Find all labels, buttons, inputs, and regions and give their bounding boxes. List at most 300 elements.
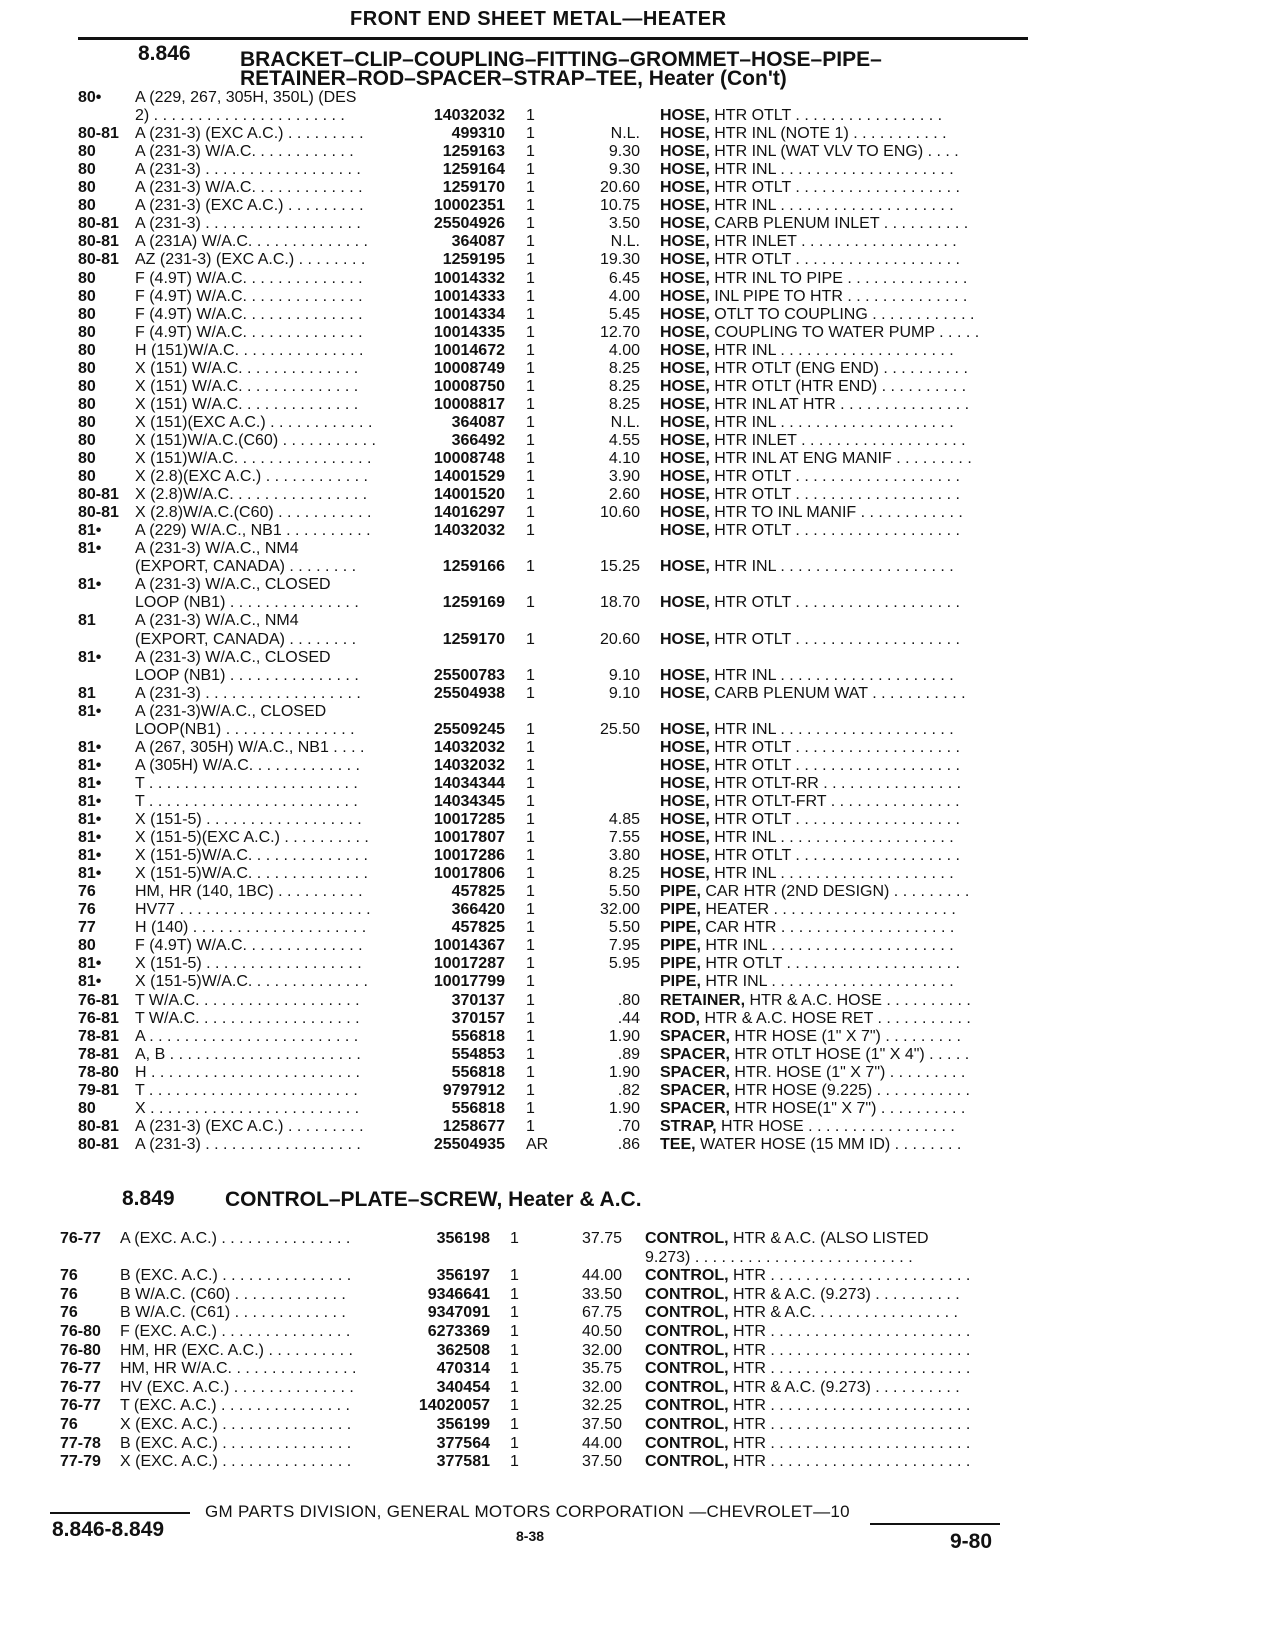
cell-qty: 1 (526, 847, 535, 865)
cell-year: 78-80 (78, 1063, 119, 1081)
cell-name (660, 214, 1020, 233)
cell-desc: X (151)(EXC A.C.) . . . . . . . . . . . . (135, 413, 373, 431)
cell-price: 4.55 (608, 431, 640, 449)
cell-name (660, 269, 1020, 288)
cell-desc: X (151) W/A.C. . . . . . . . . . . . . . (135, 395, 359, 413)
cell-desc: T W/A.C. . . . . . . . . . . . . . . . . . . (135, 1009, 360, 1027)
cell-desc: X (2.8)W/A.C. . . . . . . . . . . . . . . . (135, 486, 368, 504)
cell-year: 76 (78, 883, 96, 901)
part-name: HOSE, (660, 720, 710, 738)
footer-section-range: 8.846-8.849 (52, 1518, 165, 1541)
cell-year: 80 (78, 359, 96, 377)
cell-year: 80-81 (78, 486, 119, 504)
table-row (0, 1027, 1280, 1046)
cell-name (660, 485, 1020, 504)
cell-price: 3.50 (608, 215, 640, 233)
cell-qty: 1 (526, 774, 535, 792)
cell-qty: 1 (526, 684, 535, 702)
table-row (0, 991, 1280, 1010)
cell-part: 356197 (436, 1267, 490, 1285)
cell-desc: A (231-3) W/A.C., NM4 (135, 540, 299, 558)
cell-name (660, 160, 1020, 179)
part-description: HTR & A.C. (ALSO LISTED (728, 1230, 929, 1247)
cell-desc: HM, HR W/A.C. . . . . . . . . . . . . . . (120, 1360, 357, 1378)
part-name: HOSE, (660, 359, 710, 377)
part-name: CONTROL, (645, 1397, 729, 1415)
table-row (0, 774, 1280, 793)
footer-page-number: 8-38 (516, 1528, 545, 1544)
table-row (0, 269, 1280, 288)
cell-part: 9797912 (442, 1081, 505, 1099)
cell-price: 5.50 (608, 919, 640, 937)
part-description: HTR & A.C. (9.273) . . . . . . . . . . (728, 1378, 960, 1396)
cell-year: 81• (78, 648, 102, 666)
cell-qty: 1 (526, 161, 535, 179)
cell-price: 1.90 (608, 1063, 640, 1081)
cell-part: 1259163 (442, 143, 505, 161)
part-description: HTR OTLT . . . . . . . . . . . . . . . . . . . (709, 811, 960, 828)
table-row (0, 160, 1280, 179)
cell-name (660, 666, 1020, 685)
cell-desc: A . . . . . . . . . . . . . . . . . . . . . . . . (135, 1027, 359, 1045)
cell-name (660, 106, 1020, 125)
part-description: HTR INL . . . . . . . . . . . . . . . . . . . . . (700, 937, 954, 955)
cell-price: 8.25 (608, 359, 640, 377)
cell-desc: F (4.9T) W/A.C. . . . . . . . . . . . . . (135, 269, 363, 287)
cell-qty: 1 (526, 233, 535, 251)
cell-part: 10008817 (433, 395, 505, 413)
cell-name (660, 413, 1020, 432)
cell-year: 80 (78, 161, 96, 179)
part-description: HTR OTLT . . . . . . . . . . . . . . . . . . . (709, 179, 960, 197)
cell-desc: A (231-3) . . . . . . . . . . . . . . . . . . (135, 215, 361, 233)
cell-year: 81• (78, 847, 102, 865)
table-row (0, 1266, 1280, 1285)
cell-qty: 1 (526, 937, 535, 955)
cell-year: 80-81 (78, 233, 119, 251)
part-name: PIPE, (660, 955, 701, 973)
cell-price: 32.00 (581, 1341, 622, 1359)
cell-part: 10014367 (433, 937, 505, 955)
cell-year: 80 (78, 341, 96, 359)
cell-desc: T (EXC. A.C.) . . . . . . . . . . . . . . . (120, 1397, 350, 1415)
cell-year: 80-81 (78, 1117, 119, 1135)
cell-desc: H (140) . . . . . . . . . . . . . . . . . . . . (135, 919, 367, 937)
cell-name (645, 1248, 1005, 1267)
cell-price: .89 (617, 1045, 640, 1063)
table-row (0, 1322, 1280, 1341)
cell-qty: 1 (526, 630, 535, 648)
cell-price: 37.50 (581, 1416, 622, 1433)
cell-part: 10008748 (433, 450, 505, 467)
part-description: HTR INL (WAT VLV TO ENG) . . . . (709, 143, 959, 161)
part-description: HTR . . . . . . . . . . . . . . . . . . . . . . . (728, 1323, 971, 1340)
table-row (0, 1045, 1280, 1064)
cell-part: 457825 (451, 883, 505, 901)
cell-desc: A (231-3) . . . . . . . . . . . . . . . . . . (135, 1135, 361, 1153)
cell-name (660, 287, 1020, 306)
part-name: CONTROL, (645, 1453, 729, 1471)
cell-year: 81• (78, 955, 102, 973)
cell-price: .82 (617, 1081, 640, 1099)
cell-desc: T W/A.C. . . . . . . . . . . . . . . . . . . (135, 991, 360, 1009)
cell-desc: A (231-3) W/A.C., CLOSED (135, 576, 331, 594)
part-name: HOSE, (660, 233, 710, 251)
cell-desc: X (2.8)W/A.C.(C60) . . . . . . . . . . . (135, 504, 372, 522)
part-description: HTR INL . . . . . . . . . . . . . . . . . . . . (709, 865, 954, 883)
cell-name (645, 1359, 1005, 1378)
table-row (0, 88, 1280, 107)
part-description: HTR OTLT . . . . . . . . . . . . . . . . . . . (709, 468, 960, 486)
cell-desc: A (231-3) W/A.C., CLOSED (135, 648, 331, 666)
footer-rule (50, 1512, 190, 1514)
cell-price: 10.75 (599, 197, 640, 215)
cell-year: 76 (60, 1416, 78, 1433)
part-name: HOSE, (660, 666, 710, 684)
cell-part: 14020057 (418, 1397, 490, 1415)
table-row (0, 413, 1280, 432)
cell-name (660, 846, 1020, 865)
part-name: HOSE, (660, 197, 710, 215)
cell-part: 377564 (436, 1434, 490, 1452)
cell-year: 81• (78, 756, 102, 774)
section-number: 8.849 (122, 1187, 175, 1210)
part-name: CONTROL, (645, 1230, 729, 1247)
cell-part: 10014332 (433, 269, 505, 287)
cell-year: 76 (60, 1267, 78, 1285)
cell-qty: 1 (526, 792, 535, 810)
cell-qty: 1 (526, 305, 535, 323)
table-row (0, 521, 1280, 540)
part-name: HOSE, (660, 377, 710, 395)
cell-name (660, 1081, 1020, 1100)
cell-part: 1259166 (442, 558, 505, 576)
cell-qty: 1 (526, 883, 535, 901)
part-description: CARB PLENUM INLET . . . . . . . . . . (709, 215, 969, 233)
cell-desc: X (EXC. A.C.) . . . . . . . . . . . . . . . (120, 1416, 352, 1433)
cell-year: 80 (78, 269, 96, 287)
part-description: 9.273) . . . . . . . . . . . . . . . . . . . . . . . . . (645, 1248, 913, 1266)
table-row (0, 1135, 1280, 1154)
cell-name (660, 1027, 1020, 1046)
cell-desc: H (151)W/A.C. . . . . . . . . . . . . . . (135, 341, 364, 359)
table-row (0, 467, 1280, 486)
cell-price: N.L. (610, 233, 640, 251)
cell-year: 76-77 (60, 1378, 101, 1396)
cell-price: 25.50 (599, 720, 640, 738)
section-title (225, 1190, 642, 1209)
cell-part: 1259169 (442, 594, 505, 612)
cell-year: 76-77 (60, 1397, 101, 1415)
cell-part: 556818 (451, 1063, 505, 1081)
cell-qty: 1 (526, 738, 535, 756)
part-description: HTR OTLT . . . . . . . . . . . . . . . . . . . (709, 738, 960, 756)
table-row (0, 1229, 1280, 1248)
cell-desc: X (151-5)W/A.C. . . . . . . . . . . . . . (135, 865, 368, 883)
cell-qty: 1 (526, 1027, 535, 1045)
table-row (0, 1415, 1280, 1434)
cell-part: 10017287 (433, 955, 505, 973)
cell-desc: HM, HR (EXC. A.C.) . . . . . . . . . . (120, 1341, 353, 1359)
cell-name (645, 1229, 1005, 1248)
part-name: CONTROL, (645, 1360, 729, 1378)
cell-part: 14001520 (433, 486, 505, 504)
cell-name (660, 991, 1020, 1010)
table-row (0, 1081, 1280, 1100)
cell-qty: 1 (526, 215, 535, 233)
part-description: HTR INL . . . . . . . . . . . . . . . . . . . . (709, 720, 954, 738)
part-name: HOSE, (660, 594, 710, 612)
cell-desc: A (231-3) . . . . . . . . . . . . . . . . . . (135, 684, 361, 702)
cell-year: 81• (78, 576, 102, 594)
part-name: PIPE, (660, 919, 701, 937)
part-description: HTR INL . . . . . . . . . . . . . . . . . . . . (709, 161, 954, 179)
cell-name (660, 142, 1020, 161)
table-row (0, 1341, 1280, 1360)
part-description: HTR OTLT . . . . . . . . . . . . . . . . . . . (709, 847, 960, 865)
cell-name (660, 774, 1020, 793)
part-name: HOSE, (660, 829, 710, 847)
footer-date: 9-80 (950, 1530, 993, 1553)
cell-desc: F (4.9T) W/A.C. . . . . . . . . . . . . . (135, 323, 363, 341)
cell-year: 76-80 (60, 1323, 101, 1340)
cell-desc: X (151-5) . . . . . . . . . . . . . . . . . . (135, 955, 362, 973)
cell-qty: 1 (526, 756, 535, 774)
cell-part: 499310 (451, 125, 505, 143)
table-row (0, 1248, 1280, 1267)
part-name: HOSE, (660, 756, 710, 774)
table-row (0, 666, 1280, 685)
part-description: HTR OTLT . . . . . . . . . . . . . . . . . . . . (700, 955, 960, 973)
table-row (0, 142, 1280, 161)
part-name: TEE, (660, 1135, 696, 1153)
table-row (0, 232, 1280, 251)
cell-name (660, 684, 1020, 703)
cell-qty: 1 (510, 1453, 519, 1471)
cell-price: 4.10 (608, 450, 640, 467)
cell-part: 10008750 (433, 377, 505, 395)
cell-desc: F (4.9T) W/A.C. . . . . . . . . . . . . . (135, 937, 363, 955)
cell-name (645, 1396, 1005, 1415)
cell-desc: X (151) W/A.C. . . . . . . . . . . . . . (135, 377, 359, 395)
section-number: 8.846 (138, 42, 191, 65)
cell-price: 2.60 (608, 486, 640, 504)
cell-desc: A (231-3) W/A.C. . . . . . . . . . . . . (135, 179, 363, 197)
table-row (0, 828, 1280, 847)
part-description: HTR INL . . . . . . . . . . . . . . . . . . . . (709, 413, 954, 431)
cell-name (660, 557, 1020, 576)
table-row (0, 431, 1280, 450)
cell-part: 356199 (436, 1416, 490, 1433)
cell-qty: 1 (526, 811, 535, 828)
cell-part: 6273369 (427, 1323, 490, 1340)
cell-price: 9.10 (608, 666, 640, 684)
cell-qty: 1 (526, 558, 535, 576)
cell-year: 80 (78, 395, 96, 413)
cell-year: 80 (78, 287, 96, 305)
cell-year: 80-81 (78, 504, 119, 522)
cell-desc: A (231-3) . . . . . . . . . . . . . . . . . . (135, 161, 361, 179)
cell-qty: 1 (526, 143, 535, 161)
part-name: HOSE, (660, 395, 710, 413)
part-description: HTR INL . . . . . . . . . . . . . . . . . . . . (709, 829, 954, 847)
part-description: HTR OTLT . . . . . . . . . . . . . . . . . . . (709, 251, 960, 269)
part-description: WATER HOSE (15 MM ID) . . . . . . . . (695, 1135, 962, 1153)
cell-qty: 1 (526, 522, 535, 540)
cell-qty: 1 (526, 919, 535, 937)
part-name: ROD, (660, 1009, 700, 1027)
cell-desc: (EXPORT, CANADA) . . . . . . . . (135, 630, 357, 648)
cell-name (660, 918, 1020, 937)
cell-year: 81• (78, 865, 102, 883)
cell-price: 1.90 (608, 1099, 640, 1117)
cell-price: .44 (617, 1009, 640, 1027)
part-name: HOSE, (660, 107, 710, 125)
cell-desc: B W/A.C. (C61) . . . . . . . . . . . . . (120, 1304, 346, 1322)
cell-part: 10014672 (433, 341, 505, 359)
table-row (0, 449, 1280, 468)
table-row (0, 648, 1280, 667)
part-name: HOSE, (660, 431, 710, 449)
part-description: CARB PLENUM WAT . . . . . . . . . . . (709, 684, 966, 702)
cell-name (660, 1009, 1020, 1028)
cell-desc: X (151-5)(EXC A.C.) . . . . . . . . . . (135, 829, 369, 847)
cell-name (660, 936, 1020, 955)
table-row (0, 810, 1280, 829)
cell-price: 35.75 (581, 1360, 622, 1378)
cell-desc: T . . . . . . . . . . . . . . . . . . . . . . . . (135, 774, 358, 792)
table-row (0, 684, 1280, 703)
part-description: HTR . . . . . . . . . . . . . . . . . . . . . . . (728, 1397, 971, 1415)
cell-name (660, 1063, 1020, 1082)
cell-price: 7.95 (608, 937, 640, 955)
cell-desc: X (151-5)W/A.C. . . . . . . . . . . . . . (135, 847, 368, 865)
cell-part: 366492 (451, 431, 505, 449)
table-row (0, 918, 1280, 937)
cell-part: 457825 (451, 919, 505, 937)
cell-price: .80 (617, 991, 640, 1009)
cell-desc: A (231-3)W/A.C., CLOSED (135, 702, 327, 720)
part-name: CONTROL, (645, 1416, 729, 1433)
cell-name (660, 1045, 1020, 1064)
cell-part: 9346641 (427, 1285, 490, 1303)
table-row (0, 557, 1280, 576)
cell-price: 10.60 (599, 504, 640, 522)
cell-desc: X (2.8)(EXC A.C.) . . . . . . . . . . . . (135, 468, 368, 486)
cell-price: 19.30 (599, 251, 640, 269)
part-description: HTR OTLT . . . . . . . . . . . . . . . . . . . (709, 522, 960, 540)
table-row (0, 720, 1280, 739)
table-row (0, 359, 1280, 378)
table-row (0, 972, 1280, 991)
cell-desc: X (EXC. A.C.) . . . . . . . . . . . . . . . (120, 1453, 352, 1471)
table-row (0, 250, 1280, 269)
table-row (0, 575, 1280, 594)
cell-price: 8.25 (608, 395, 640, 413)
cell-year: 81• (78, 738, 102, 756)
cell-desc: F (4.9T) W/A.C. . . . . . . . . . . . . . (135, 287, 363, 305)
cell-price: 44.00 (581, 1267, 622, 1285)
cell-qty: 1 (526, 179, 535, 197)
part-name: PIPE, (660, 883, 701, 901)
table-row (0, 611, 1280, 630)
part-description: HTR & A.C. HOSE . . . . . . . . . . (745, 991, 971, 1009)
cell-name (660, 972, 1020, 991)
cell-part: 1258677 (442, 1117, 505, 1135)
cell-name (660, 503, 1020, 522)
part-name: PIPE, (660, 937, 701, 955)
cell-price: 7.55 (608, 829, 640, 847)
cell-name (645, 1434, 1005, 1453)
cell-qty: 1 (526, 594, 535, 612)
cell-qty: 1 (526, 107, 535, 125)
cell-year: 80 (78, 179, 96, 197)
cell-desc: A (267, 305H) W/A.C., NB1 . . . . (135, 738, 365, 756)
part-description: HTR . . . . . . . . . . . . . . . . . . . . . . . (728, 1416, 971, 1433)
part-description: HTR . . . . . . . . . . . . . . . . . . . . . . . (728, 1267, 971, 1285)
table-row (0, 1063, 1280, 1082)
cell-desc: HV (EXC. A.C.) . . . . . . . . . . . . . . (120, 1378, 354, 1396)
cell-price: 1.90 (608, 1027, 640, 1045)
cell-price: 37.75 (581, 1230, 622, 1247)
cell-desc: A (231-3) W/A.C., NM4 (135, 612, 299, 630)
cell-name (660, 359, 1020, 378)
cell-year: 80 (78, 450, 96, 467)
table-row (0, 792, 1280, 811)
cell-year: 76-81 (78, 1009, 119, 1027)
cell-year: 80 (78, 468, 96, 486)
part-name: CONTROL, (645, 1323, 729, 1340)
part-description: HTR OTLT (ENG END) . . . . . . . . . . (709, 359, 968, 377)
part-description: HTR OTLT (HTR END) . . . . . . . . . . (709, 377, 967, 395)
table-row (0, 1303, 1280, 1322)
table-row (0, 214, 1280, 233)
part-name: HOSE, (660, 792, 710, 810)
table-row (0, 846, 1280, 865)
cell-part: 556818 (451, 1027, 505, 1045)
part-description: HTR INL . . . . . . . . . . . . . . . . . . . . (709, 666, 954, 684)
cell-qty: 1 (526, 341, 535, 359)
cell-qty: 1 (526, 1099, 535, 1117)
cell-qty: 1 (526, 1009, 535, 1027)
table-row (0, 395, 1280, 414)
cell-part: 25504938 (433, 684, 505, 702)
part-description: OTLT TO COUPLING . . . . . . . . . . . . (709, 305, 975, 323)
cell-desc: A (229) W/A.C., NB1 . . . . . . . . . . (135, 522, 371, 540)
cell-price: 4.00 (608, 341, 640, 359)
cell-name (660, 323, 1020, 342)
page-title: FRONT END SHEET METAL—HEATER (350, 8, 727, 30)
table-row (0, 124, 1280, 143)
table-row (0, 1009, 1280, 1028)
cell-qty: 1 (510, 1416, 519, 1433)
cell-part: 25509245 (433, 720, 505, 738)
cell-part: 554853 (451, 1045, 505, 1063)
cell-name (660, 232, 1020, 251)
cell-name (660, 1117, 1020, 1136)
cell-part: 556818 (451, 1099, 505, 1117)
cell-year: 76 (60, 1285, 78, 1303)
table-row (0, 106, 1280, 125)
part-description: HTR INL . . . . . . . . . . . . . . . . . . . . (709, 341, 954, 359)
part-description: HTR HOSE (9.225) . . . . . . . . . . . (729, 1081, 970, 1099)
cell-part: 1259170 (442, 179, 505, 197)
cell-name (660, 1099, 1020, 1118)
cell-name (645, 1303, 1005, 1322)
table-row (0, 1117, 1280, 1136)
table-row (0, 630, 1280, 649)
cell-part: 14032032 (433, 756, 505, 774)
